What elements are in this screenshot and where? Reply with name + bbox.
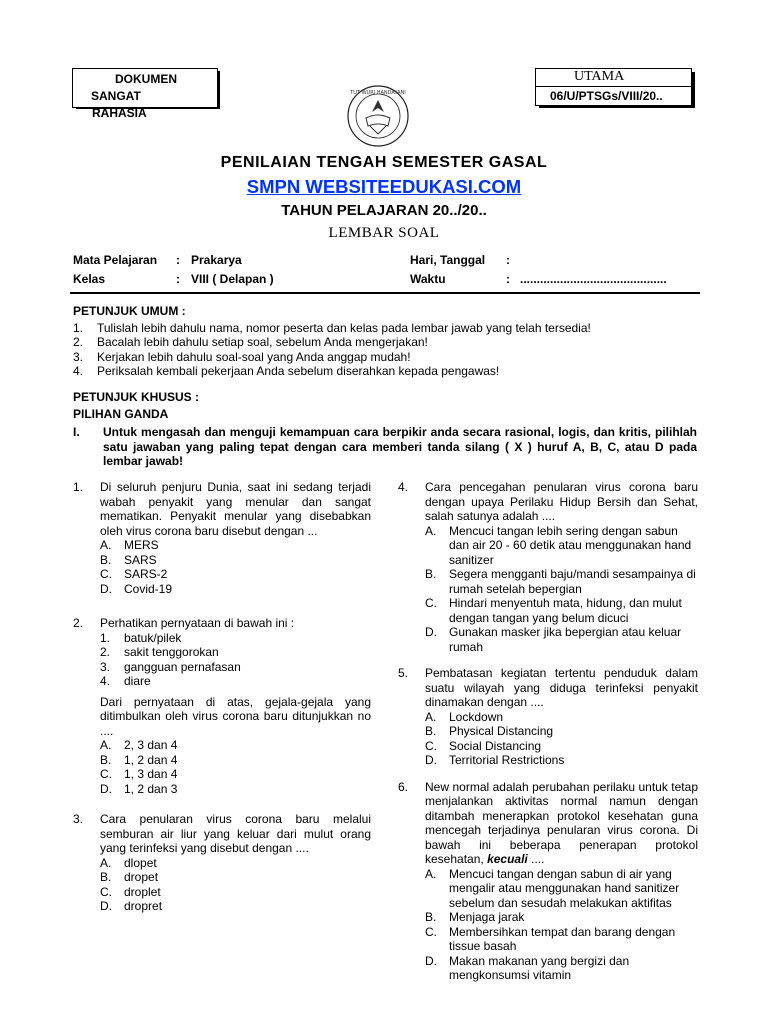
- svg-text:TUT WURI HANDAYANI: TUT WURI HANDAYANI: [350, 90, 406, 96]
- option-d[interactable]: D. Territorial Restrictions: [425, 753, 565, 767]
- options: [100, 738, 371, 796]
- special-instructions: [73, 390, 697, 469]
- time-label: Waktu: [410, 272, 446, 286]
- general-instructions: [73, 304, 703, 379]
- question-text: Cara pencegahan penularan virus corona baru dengan upaya Perilaku Hidup Bersih dan Sehat, salah satunya adalah ....: [425, 480, 698, 523]
- question-number: 3.: [73, 812, 84, 826]
- option-d[interactable]: D. Makan makanan yang bergizi dan mengkonsumsi vitamin: [425, 953, 630, 982]
- options: [425, 524, 698, 655]
- question-number: 5.: [398, 666, 409, 680]
- exam-code: 06/U/PTSGs/VIII/20..: [550, 89, 663, 103]
- option-c[interactable]: C. 1, 3 dan 4: [100, 767, 178, 781]
- option-d[interactable]: D. dropret: [100, 899, 163, 913]
- option-b[interactable]: B. SARS: [100, 552, 157, 567]
- option-b[interactable]: B. 1, 2 dan 4: [100, 752, 178, 767]
- option-a[interactable]: A. Lockdown: [425, 709, 504, 724]
- option-c[interactable]: C. Hindari menyentuh mata, hidung, dan mulut dengan tangan yang belum dicuci: [425, 596, 682, 625]
- time-colon: :: [506, 272, 510, 286]
- school-emblem-icon: [344, 82, 412, 150]
- option-c[interactable]: C. Social Distancing: [425, 738, 542, 753]
- option-d[interactable]: D. Gunakan masker jika bepergian atau keluar rumah: [425, 625, 682, 654]
- question-5: [398, 666, 698, 768]
- document-classification-box: [72, 68, 218, 108]
- question-4: [398, 480, 698, 654]
- statement-4: 4. diare: [100, 674, 151, 688]
- option-d[interactable]: D. Covid-19: [100, 581, 173, 596]
- section-number: I.: [73, 425, 80, 439]
- subject-label: Mata Pelajaran: [73, 253, 158, 267]
- general-list: [73, 321, 703, 379]
- statement-1: 1. batuk/pilek: [100, 630, 182, 645]
- questions-right-column: [398, 480, 698, 983]
- header-divider: [70, 292, 700, 294]
- doc-sangat: SANGAT: [91, 89, 141, 103]
- class-colon: :: [176, 272, 180, 286]
- options: [425, 710, 698, 768]
- option-d[interactable]: D. 1, 2 dan 3: [100, 781, 178, 796]
- question-text: Di seluruh penjuru Dunia, saat ini sedang terjadi wabah penyakit yang menular dan sangat mematikan. Penyakit menular yang disebabkan oleh virus corona baru disebut dengan ...: [100, 480, 371, 538]
- date-label: Hari, Tanggal: [410, 253, 486, 267]
- option-b[interactable]: B. Segera mengganti baju/mandi sesampainya di rumah setelah bepergian: [425, 567, 696, 596]
- special-heading: PETUNJUK KHUSUS :: [73, 390, 200, 404]
- option-b[interactable]: B. Physical Distancing: [425, 724, 554, 738]
- doc-rahasia: RAHASIA: [92, 106, 147, 120]
- date-colon: :: [506, 253, 510, 267]
- subject-value: Prakarya: [191, 253, 242, 267]
- subject-colon: :: [176, 253, 180, 267]
- list-item: 2. Bacalah lebih dahulu setiap soal, sebelum Anda mengerjakan!: [73, 335, 428, 349]
- option-c[interactable]: C. droplet: [100, 884, 161, 899]
- option-a[interactable]: A. 2, 3 dan 4: [100, 738, 178, 752]
- option-a[interactable]: A. MERS: [100, 538, 159, 552]
- school-name: SMPN WEBSITEEDUKASI.COM: [246, 176, 522, 197]
- option-c[interactable]: C. SARS-2: [100, 567, 168, 581]
- list-item: 1. Tulislah lebih dahulu nama, nomor peserta dan kelas pada lembar jawab yang telah tersedia!: [73, 320, 591, 335]
- emphasis-kecuali: kecuali: [487, 852, 528, 866]
- question-number: 4.: [398, 480, 409, 494]
- statement-list: [100, 631, 371, 689]
- utama-label: UTAMA: [574, 69, 625, 84]
- question-text-2: Dari pernyataan di atas, gejala-gejala yang ditimbulkan oleh virus corona baru ditunjukkan no ....: [100, 694, 371, 738]
- question-6: [398, 780, 698, 983]
- exam-title: PENILAIAN TENGAH SEMESTER GASAL: [220, 154, 548, 171]
- question-number: 6.: [398, 779, 409, 794]
- list-item: 3. Kerjakan lebih dahulu soal-soal yang Anda anggap mudah!: [73, 349, 411, 364]
- questions-left-column: [73, 480, 371, 914]
- option-a[interactable]: A. Mencuci tangan lebih sering dengan sabun dan air 20 - 60 detik atau menggunakan hand sanitizer: [425, 523, 692, 567]
- question-text: New normal adalah perubahan perilaku untuk tetap menjalankan aktivitas normal namun dengan ditambah menerapkan protokol kesehatan guna mencegah terjadinya penularan virus corona. Di bawah ini beberapa penerapan protokol kesehatan, kecuali ....: [425, 779, 698, 866]
- multiple-choice-heading: PILIHAN GANDA: [73, 406, 169, 421]
- section-instruction-text: Untuk mengasah dan menguji kemampuan cara berpikir anda secara rasional, logis, dan kritis, pilihlah satu jawaban yang paling tepat dengan cara memberi tanda silang ( X ) huruf A, B, C, atau D pada lembar jawab!: [103, 425, 697, 468]
- tut-wuri-handayani-logo: [344, 82, 412, 150]
- question-number: 1.: [73, 480, 84, 494]
- question-text: Pembatasan kegiatan tertentu penduduk dalam suatu wilayah yang diduga terinfeksi penyakit dinamakan dengan ....: [425, 666, 698, 709]
- time-value: ............................................: [520, 272, 667, 286]
- statement-3: 3. gangguan pernafasan: [100, 659, 241, 674]
- options: [100, 538, 371, 596]
- class-value: VIII ( Delapan ): [191, 272, 274, 286]
- question-1: [73, 480, 371, 596]
- question-text: Perhatikan pernyataan di bawah ini :: [100, 616, 295, 630]
- section-instruction: [73, 425, 697, 469]
- options: [100, 856, 371, 914]
- question-3: [73, 812, 371, 914]
- code-box: [535, 68, 692, 106]
- sheet-title: LEMBAR SOAL: [328, 225, 440, 241]
- question-text: Cara penularan virus corona baru melalui semburan air liur yang keluar dari mulut orang yang terinfeksi yang disebut dengan ....: [100, 812, 371, 855]
- option-b[interactable]: B. Menjaga jarak: [425, 910, 525, 924]
- option-a[interactable]: A. dlopet: [100, 855, 157, 870]
- list-item: 4. Periksalah kembali pekerjaan Anda sebelum diserahkan kepada pengawas!: [73, 364, 500, 378]
- academic-year: TAHUN PELAJARAN 20../20..: [281, 202, 487, 219]
- class-label: Kelas: [73, 272, 106, 286]
- option-a[interactable]: A. Mencuci tangan dengan sabun di air yang mengalir atau menggunakan hand sanitizer sebelum dan sesudah melakukan aktifitas: [425, 866, 680, 910]
- option-c[interactable]: C. Membersihkan tempat dan barang dengan tissue basah: [425, 924, 676, 953]
- doc-label: DOKUMEN: [115, 72, 177, 86]
- question-number: 2.: [73, 616, 84, 630]
- general-heading: PETUNJUK UMUM :: [73, 304, 186, 318]
- option-b[interactable]: B. dropet: [100, 870, 159, 884]
- statement-2: 2. sakit tenggorokan: [100, 645, 219, 659]
- question-2: [73, 616, 371, 796]
- options: [425, 867, 698, 983]
